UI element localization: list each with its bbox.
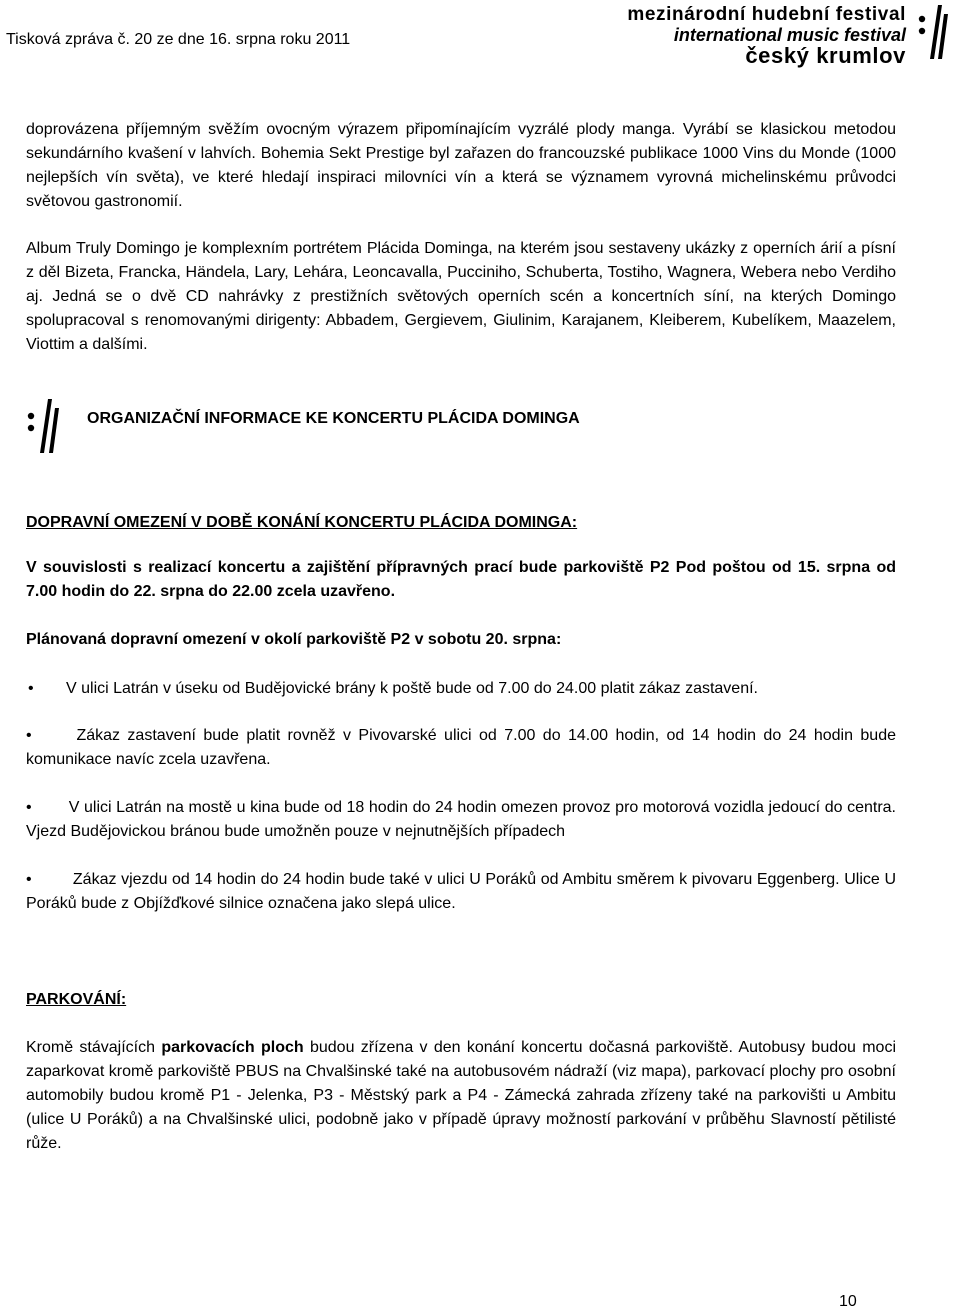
bullet-text: V ulici Latrán v úseku od Budějovické brány k poště bude od 7.00 do 24.00 platit zákaz zastavení. [66,680,758,697]
bullet-text: Zákaz vjezdu od 14 hodin do 24 hodin bude také v ulici U Poráků od Ambitu směrem k pivovaru Eggenberg. Ulice U Poráků bude z Objížďkové silnice označena jako slepá ulice. [26,871,896,912]
album-paragraph [26,237,896,357]
parking-text-start: Kromě stávajících [26,1039,162,1056]
bullet-marker: • [26,799,32,816]
header-date: Tisková zpráva č. 20 ze dne 16. srpna roku 2011 [6,31,351,48]
festival-slash-logo-icon [918,2,948,60]
wine-text: doprovázena příjemným svěžím ovocným výrazem připomínajícím vyzrálé plody manga. Vyrábí se klasickou metodou sekundárního kvašení v lahvích. Bohemia Sekt Prestige byl zařazen do francouzské publikace 1000 Vins du Monde (1000 nejlepších vín světa), ve které hledají inspiraci milovníci vín a která se významem vyrovná michelinskému průvodci světovou gastronomií. [26,121,896,210]
closure-text: V souvislosti s realizací koncertu a zajištění přípravných prací bude parkoviště P2 Pod poštou od 15. srpna od 7.00 hodin do 22. srpna do 22.00 zcela uzavřeno. [26,559,896,600]
planned-heading: Plánovaná dopravní omezení v okolí parkoviště P2 v sobotu 20. srpna: [26,631,562,648]
parking-text-bold: parkovacích ploch [161,1039,304,1056]
planned-heading-block [26,628,896,652]
bullet-marker: • [26,871,32,888]
bullet-item-2 [26,724,896,772]
page-number: 10 [839,1293,857,1310]
parking-text-rest: budou zřízena v den konání koncertu dočasná parkoviště. Autobusy budou moci zaparkovat kromě parkoviště PBUS na Chvalšinské také na autobusovém nádraží (viz mapa), parkovací plochy pro osobní automobily budou kromě P1 - Jelenka, P3 - Městský park a P4 - Zámecká zahrada zřízeny také na parkovišti u Ambitu (ulice U Poráků) a na Chvalšinské ulici, podobně jako v případě úpravy možností parkování v průběhu Slavností pětilisté růže. [26,1039,896,1152]
traffic-heading: DOPRAVNÍ OMEZENÍ V DOBĚ KONÁNÍ KONCERTU PLÁCIDA DOMINGA: [26,514,578,531]
bullet-marker: • [28,680,34,697]
parking-paragraph [26,1036,896,1156]
bullet-item-4 [26,868,896,916]
bullet-marker: • [26,727,32,744]
wine-paragraph [26,118,896,214]
parking-heading: PARKOVÁNÍ: [26,991,127,1008]
album-text: Album Truly Domingo je komplexním portrétem Plácida Dominga, na kterém jsou sestaveny ukázky z operních árií a písní z děl Bizeta, Francka, Händela, Lary, Lehára, Leoncavalla, Pucciniho, Schuberta, Tostiho, Wagnera, Webera nebo Verdiho aj. Jedná se o dvě CD nahrávky z prestižních světových operních scén a koncertních síní, na kterých Domingo spolupracoval s renomovanými dirigenty: Abbadem, Gergievem, Giulinim, Karajanem, Kleiberem, Kubelíkem, Maazelem, Viottim a dalšími. [26,240,896,353]
bullet-text: Zákaz zastavení bude platit rovněž v Pivovarské ulici od 7.00 do 14.00 hodin, od 14 hodin do 24 hodin bude komunikace navíc zcela uzavřena. [26,727,897,768]
traffic-section [26,511,896,535]
logo-line-czech: mezinárodní hudební festival [627,4,906,25]
logo-line-city: český krumlov [745,43,906,68]
logo-line-english: international music festival [673,25,906,45]
bullet-item-3 [26,796,896,844]
section-title: ORGANIZAČNÍ INFORMACE KE KONCERTU PLÁCIDA DOMINGA [87,410,580,427]
bullet-item-1 [26,677,896,701]
section-slash-icon [26,396,60,454]
parking-section [26,988,896,1012]
closure-paragraph [26,556,896,604]
bullet-text: V ulici Latrán na mostě u kina bude od 18 hodin do 24 hodin omezen provoz pro motorová vozidla jedoucí do centra. Vjezd Budějovickou bránou bude umožněn pouze v nejnutnějších případech [26,799,896,840]
festival-logo [627,2,948,67]
